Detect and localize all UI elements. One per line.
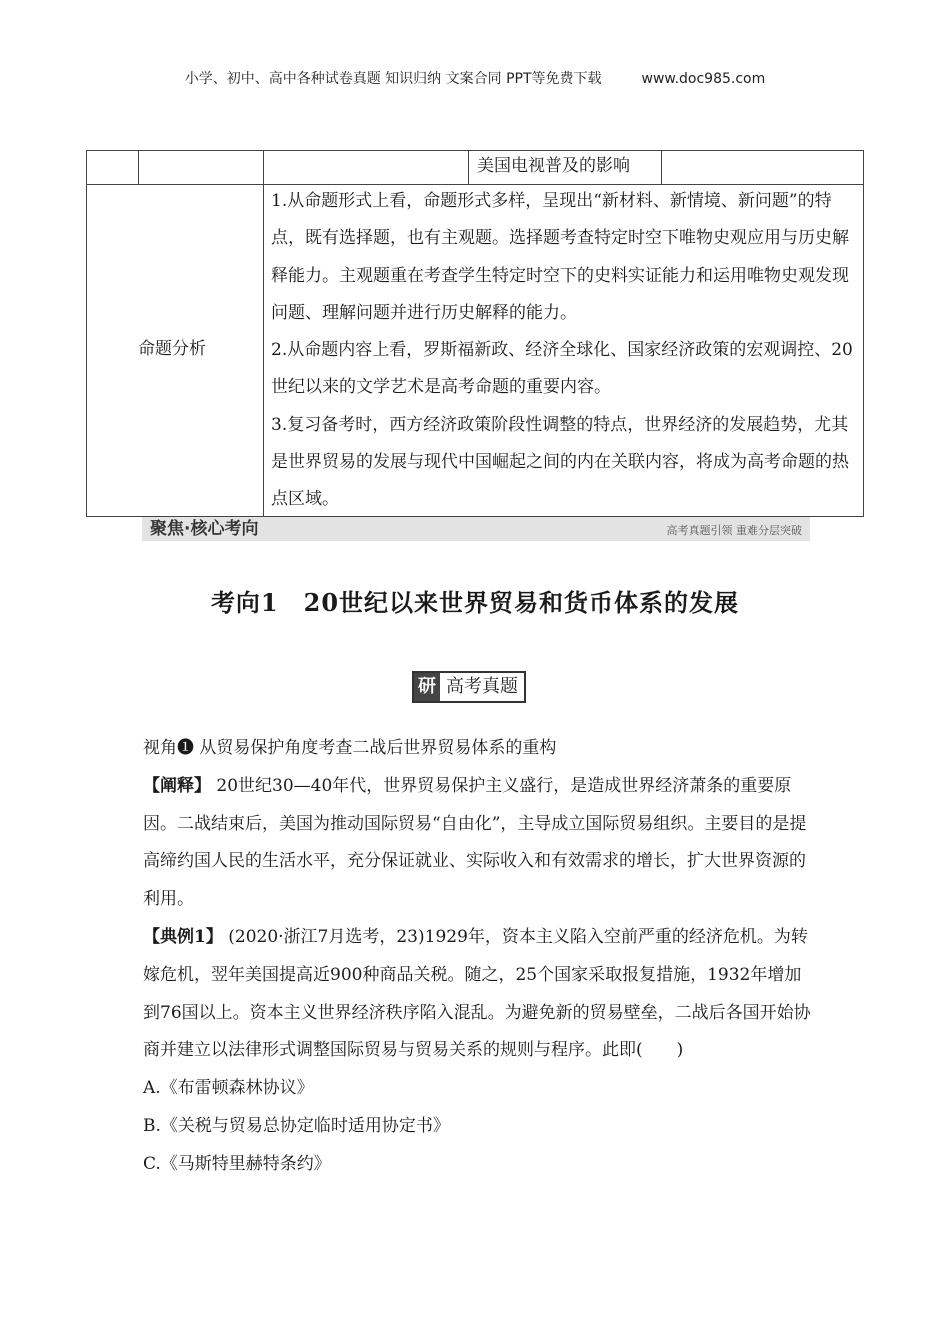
section-banner [142, 517, 810, 541]
table-column-divider [263, 150, 264, 517]
analysis-paragraph: 2.从命题内容上看，罗斯福新政、经济全球化、国家经济政策的宏观调控、20世纪以来的文学艺术是高考命题的重要内容。 [271, 340, 853, 398]
section-title: 考向1 20世纪以来世界贸易和货币体系的发展 [210, 588, 740, 617]
badge-icon: 研 [414, 673, 440, 701]
analysis-paragraph: 1.从命题形式上看，命题形式多样，呈现出“新材料、新情境、新问题”的特点，既有选择题，也有主观题。选择题考查特定时空下唯物史观应用与历史解释能力。主观题重在考查学生特定时空下的史料实证能力和运用唯物史观发现问题、理解问题并进行历史解释的能力。 [271, 191, 849, 323]
example-paragraph [143, 919, 813, 1070]
explain-text: 20世纪30—40年代，世界贸易保护主义盛行，是造成世界经济萧条的重要原因。二战结束后，美国为推动国际贸易“自由化”，主导成立国际贸易组织。主要目的是提高缔约国人民的生活水平，充分保证就业、实际收入和有效需求的增长，扩大世界资源的利用。 [143, 775, 807, 910]
exam-badge [412, 671, 526, 703]
explain-paragraph [143, 768, 813, 919]
analysis-paragraph: 3.复习备考时，西方经济政策阶段性调整的特点，世界经济的发展趋势，尤其是世界贸易的发展与现代中国崛起之间的内在关联内容，将成为高考命题的热点区域。 [271, 414, 849, 510]
table-border-right [863, 150, 864, 517]
header-site[interactable]: www.doc985.com [641, 71, 766, 87]
example-text: (2020·浙江7月选考，23)1929年，资本主义陷入空前严重的经济危机。为转嫁危机，翌年美国提高近900种商品关税。随之，25个国家采取报复措施，1932年增加到76国以上。资本主义世界经济秩序陷入混乱。为避免新的贸易壁垒，二战后各国开始协商并建立以法律形式调整国际贸易与贸易关系的规则与程序。此即( ) [143, 926, 811, 1061]
top-row-text: 美国电视普及的影响 [477, 156, 630, 176]
explain-label: 【阐释】 [143, 775, 211, 796]
table-cell-divider [468, 150, 469, 184]
table-border-left [86, 150, 87, 517]
badge-label: 高考真题 [446, 676, 518, 697]
header-text: 小学、初中、高中各种试卷真题 知识归纳 文案合同 PPT等免费下载 [184, 71, 602, 87]
banner-subtitle: 高考真题引领 重难分层突破 [666, 524, 802, 537]
main-body [143, 730, 813, 1184]
analysis-content [271, 183, 857, 519]
table-cell-divider [661, 150, 662, 184]
banner-title: 聚焦·核心考向 [150, 519, 259, 539]
option-a: A.《布雷顿森林协议》 [143, 1078, 314, 1099]
table-border-top [86, 150, 864, 151]
option-b: B.《关税与贸易总协定临时适用协定书》 [143, 1115, 450, 1136]
table-cell-divider [138, 150, 139, 184]
row-label: 命题分析 [138, 339, 206, 359]
angle-line: 视角❶ 从贸易保护角度考查二战后世界贸易体系的重构 [143, 738, 557, 758]
option-c: C.《马斯特里赫特条约》 [143, 1153, 331, 1174]
example-label: 【典例1】 [143, 926, 223, 947]
page-header [0, 68, 950, 88]
